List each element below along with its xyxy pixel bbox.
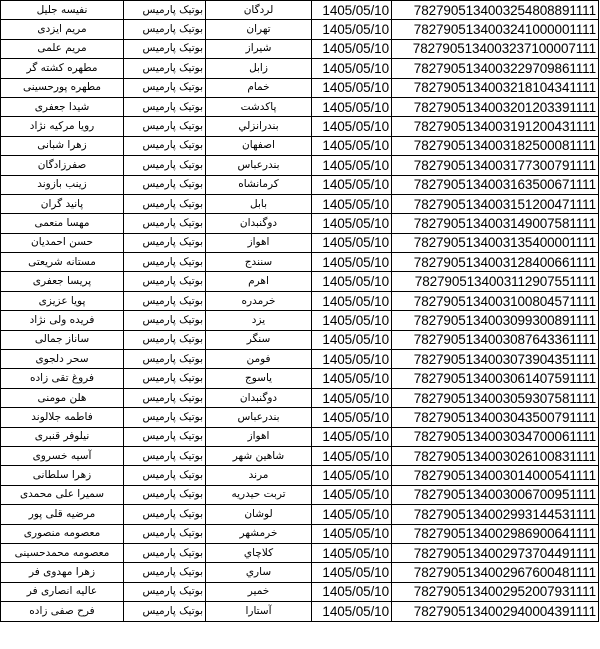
shop-cell: بوتیک پارمیس xyxy=(124,97,206,116)
table-row xyxy=(1,485,599,504)
shop-cell: بوتیک پارمیس xyxy=(124,136,206,155)
table-row xyxy=(1,175,599,194)
city-cell: اهواز xyxy=(206,233,312,252)
table-row xyxy=(1,78,599,97)
code-cell: 7827905134002986900641111 xyxy=(392,524,599,543)
name-cell: فاطمه جلالوند xyxy=(1,408,124,427)
city-cell: لوشان xyxy=(206,505,312,524)
shop-cell: بوتیک پارمیس xyxy=(124,427,206,446)
table-row xyxy=(1,369,599,388)
name-cell: پویا عزیزی xyxy=(1,291,124,310)
date-cell: 1405/05/10 xyxy=(312,39,392,58)
code-cell: 7827905134003218104341111 xyxy=(392,78,599,97)
shop-cell: بوتیک پارمیس xyxy=(124,78,206,97)
code-cell: 7827905134003241000001111 xyxy=(392,20,599,39)
name-cell: آسیه خسروی xyxy=(1,446,124,465)
name-cell: عالیه انصاری فر xyxy=(1,582,124,601)
code-cell: 7827905134002973704491111 xyxy=(392,543,599,562)
date-cell: 1405/05/10 xyxy=(312,59,392,78)
city-cell: آستارا xyxy=(206,602,312,621)
date-cell: 1405/05/10 xyxy=(312,233,392,252)
table-row xyxy=(1,97,599,116)
table-row xyxy=(1,156,599,175)
city-cell: اهرم xyxy=(206,272,312,291)
shop-cell: بوتیک پارمیس xyxy=(124,388,206,407)
shop-cell: بوتیک پارمیس xyxy=(124,369,206,388)
name-cell: نفیسه جلیل xyxy=(1,1,124,20)
shop-cell: بوتیک پارمیس xyxy=(124,175,206,194)
code-cell: 7827905134003087643361111 xyxy=(392,330,599,349)
date-cell: 1405/05/10 xyxy=(312,466,392,485)
shop-cell: بوتیک پارمیس xyxy=(124,20,206,39)
shop-cell: بوتیک پارمیس xyxy=(124,39,206,58)
table-row xyxy=(1,563,599,582)
table-row xyxy=(1,582,599,601)
shop-cell: بوتیک پارمیس xyxy=(124,543,206,562)
table-row xyxy=(1,543,599,562)
code-cell: 7827905134003100804571111 xyxy=(392,291,599,310)
city-cell: بابل xyxy=(206,194,312,213)
shop-cell: بوتیک پارمیس xyxy=(124,233,206,252)
shop-cell: بوتیک پارمیس xyxy=(124,156,206,175)
table-row xyxy=(1,272,599,291)
name-cell: سمیرا علی محمدی xyxy=(1,485,124,504)
date-cell: 1405/05/10 xyxy=(312,156,392,175)
date-cell: 1405/05/10 xyxy=(312,388,392,407)
shop-cell: بوتیک پارمیس xyxy=(124,59,206,78)
table-row xyxy=(1,311,599,330)
date-cell: 1405/05/10 xyxy=(312,175,392,194)
city-cell: شیراز xyxy=(206,39,312,58)
city-cell: دوگنبدان xyxy=(206,214,312,233)
code-cell: 7827905134003177300791111 xyxy=(392,156,599,175)
table-row xyxy=(1,350,599,369)
code-cell: 7827905134003201203391111 xyxy=(392,97,599,116)
code-cell: 7827905134003112907551111 xyxy=(392,272,599,291)
name-cell: معصومه محمدحسینی xyxy=(1,543,124,562)
shop-cell: بوتیک پارمیس xyxy=(124,602,206,621)
shop-cell: بوتیک پارمیس xyxy=(124,330,206,349)
date-cell: 1405/05/10 xyxy=(312,408,392,427)
code-cell: 7827905134003182500081111 xyxy=(392,136,599,155)
code-cell: 7827905134002993144531111 xyxy=(392,505,599,524)
city-cell: خرمدره xyxy=(206,291,312,310)
table-row xyxy=(1,330,599,349)
name-cell: مهسا منعمی xyxy=(1,214,124,233)
table-row xyxy=(1,446,599,465)
shop-cell: بوتیک پارمیس xyxy=(124,214,206,233)
code-cell: 7827905134003135400001111 xyxy=(392,233,599,252)
name-cell: فرح صفی زاده xyxy=(1,602,124,621)
table-row xyxy=(1,291,599,310)
name-cell: حسن احمدیان xyxy=(1,233,124,252)
date-cell: 1405/05/10 xyxy=(312,20,392,39)
city-cell: اهواز xyxy=(206,427,312,446)
date-cell: 1405/05/10 xyxy=(312,369,392,388)
date-cell: 1405/05/10 xyxy=(312,214,392,233)
city-cell: خمام xyxy=(206,78,312,97)
code-cell: 7827905134003237100007111 xyxy=(392,39,599,58)
code-cell: 7827905134003026100831111 xyxy=(392,446,599,465)
shop-cell: بوتیک پارمیس xyxy=(124,253,206,272)
code-cell: 7827905134003128400661111 xyxy=(392,253,599,272)
code-cell: 7827905134003163500671111 xyxy=(392,175,599,194)
shop-cell: بوتیک پارمیس xyxy=(124,272,206,291)
shop-cell: بوتیک پارمیس xyxy=(124,408,206,427)
city-cell: اصفهان xyxy=(206,136,312,155)
name-cell: زهرا شبانی xyxy=(1,136,124,155)
city-cell: بندرانزلي xyxy=(206,117,312,136)
table-row xyxy=(1,524,599,543)
shop-cell: بوتیک پارمیس xyxy=(124,291,206,310)
city-cell: مرند xyxy=(206,466,312,485)
name-cell: پانید گران xyxy=(1,194,124,213)
date-cell: 1405/05/10 xyxy=(312,97,392,116)
name-cell: مریم علمی xyxy=(1,39,124,58)
city-cell: سنگر xyxy=(206,330,312,349)
date-cell: 1405/05/10 xyxy=(312,272,392,291)
table-row xyxy=(1,466,599,485)
shop-cell: بوتیک پارمیس xyxy=(124,485,206,504)
code-cell: 7827905134003229709861111 xyxy=(392,59,599,78)
records-table-body xyxy=(1,1,599,622)
city-cell: خرمشهر xyxy=(206,524,312,543)
table-row xyxy=(1,117,599,136)
date-cell: 1405/05/10 xyxy=(312,78,392,97)
city-cell: بندرعباس xyxy=(206,408,312,427)
code-cell: 7827905134002952007931111 xyxy=(392,582,599,601)
city-cell: لردگان xyxy=(206,1,312,20)
table-row xyxy=(1,427,599,446)
name-cell: پریسا جعفری xyxy=(1,272,124,291)
code-cell: 7827905134003191200431111 xyxy=(392,117,599,136)
name-cell: شیدا جعفری xyxy=(1,97,124,116)
date-cell: 1405/05/10 xyxy=(312,563,392,582)
shop-cell: بوتیک پارمیس xyxy=(124,117,206,136)
table-row xyxy=(1,39,599,58)
table-row xyxy=(1,388,599,407)
city-cell: فومن xyxy=(206,350,312,369)
code-cell: 7827905134003151200471111 xyxy=(392,194,599,213)
name-cell: مریم ایزدی xyxy=(1,20,124,39)
code-cell: 7827905134003006700951111 xyxy=(392,485,599,504)
name-cell: مستانه شریعتی xyxy=(1,253,124,272)
city-cell: سنندج xyxy=(206,253,312,272)
date-cell: 1405/05/10 xyxy=(312,136,392,155)
date-cell: 1405/05/10 xyxy=(312,543,392,562)
name-cell: صفرزادگان xyxy=(1,156,124,175)
city-cell: شاهین شهر xyxy=(206,446,312,465)
date-cell: 1405/05/10 xyxy=(312,485,392,504)
date-cell: 1405/05/10 xyxy=(312,1,392,20)
city-cell: ساري xyxy=(206,563,312,582)
table-row xyxy=(1,505,599,524)
code-cell: 7827905134002940004391111 xyxy=(392,602,599,621)
city-cell: خمیر xyxy=(206,582,312,601)
table-row xyxy=(1,602,599,621)
name-cell: سحر دلجوی xyxy=(1,350,124,369)
table-row xyxy=(1,136,599,155)
table-row xyxy=(1,59,599,78)
code-cell: 7827905134003254808891111 xyxy=(392,1,599,20)
date-cell: 1405/05/10 xyxy=(312,291,392,310)
date-cell: 1405/05/10 xyxy=(312,194,392,213)
code-cell: 7827905134003014000541111 xyxy=(392,466,599,485)
shop-cell: بوتیک پارمیس xyxy=(124,524,206,543)
name-cell: هلن مومنی xyxy=(1,388,124,407)
table-row xyxy=(1,1,599,20)
name-cell: رویا مرکیه نژاد xyxy=(1,117,124,136)
date-cell: 1405/05/10 xyxy=(312,582,392,601)
table-row xyxy=(1,194,599,213)
city-cell: کرمانشاه xyxy=(206,175,312,194)
table-row xyxy=(1,253,599,272)
date-cell: 1405/05/10 xyxy=(312,524,392,543)
city-cell: تهران xyxy=(206,20,312,39)
code-cell: 7827905134003061407591111 xyxy=(392,369,599,388)
code-cell: 7827905134002967600481111 xyxy=(392,563,599,582)
shop-cell: بوتیک پارمیس xyxy=(124,446,206,465)
code-cell: 7827905134003073904351111 xyxy=(392,350,599,369)
code-cell: 7827905134003099300891111 xyxy=(392,311,599,330)
shop-cell: بوتیک پارمیس xyxy=(124,466,206,485)
name-cell: فروغ تقی زاده xyxy=(1,369,124,388)
date-cell: 1405/05/10 xyxy=(312,330,392,349)
name-cell: زینب بازوند xyxy=(1,175,124,194)
city-cell: تربت حیدریه xyxy=(206,485,312,504)
name-cell: فریده ولی نژاد xyxy=(1,311,124,330)
code-cell: 7827905134003149007581111 xyxy=(392,214,599,233)
name-cell: مطهره کشته گر xyxy=(1,59,124,78)
name-cell: زهرا مهدوی فر xyxy=(1,563,124,582)
shop-cell: بوتیک پارمیس xyxy=(124,311,206,330)
date-cell: 1405/05/10 xyxy=(312,117,392,136)
name-cell: ساناز جمالی xyxy=(1,330,124,349)
city-cell: پاکدشت xyxy=(206,97,312,116)
shop-cell: بوتیک پارمیس xyxy=(124,582,206,601)
date-cell: 1405/05/10 xyxy=(312,427,392,446)
code-cell: 7827905134003059307581111 xyxy=(392,388,599,407)
code-cell: 7827905134003034700061111 xyxy=(392,427,599,446)
city-cell: یاسوج xyxy=(206,369,312,388)
date-cell: 1405/05/10 xyxy=(312,311,392,330)
table-row xyxy=(1,408,599,427)
shop-cell: بوتیک پارمیس xyxy=(124,350,206,369)
date-cell: 1405/05/10 xyxy=(312,446,392,465)
table-row xyxy=(1,214,599,233)
city-cell: زابل xyxy=(206,59,312,78)
city-cell: بندرعباس xyxy=(206,156,312,175)
table-row xyxy=(1,20,599,39)
date-cell: 1405/05/10 xyxy=(312,505,392,524)
shop-cell: بوتیک پارمیس xyxy=(124,563,206,582)
name-cell: نیلوفر قنبری xyxy=(1,427,124,446)
code-cell: 7827905134003043500791111 xyxy=(392,408,599,427)
shop-cell: بوتیک پارمیس xyxy=(124,194,206,213)
city-cell: کلاچاي xyxy=(206,543,312,562)
shop-cell: بوتیک پارمیس xyxy=(124,1,206,20)
name-cell: معصومه منصوری xyxy=(1,524,124,543)
city-cell: یزد xyxy=(206,311,312,330)
name-cell: زهرا سلطانی xyxy=(1,466,124,485)
date-cell: 1405/05/10 xyxy=(312,602,392,621)
city-cell: دوگنبدان xyxy=(206,388,312,407)
table-row xyxy=(1,233,599,252)
name-cell: مطهره پورحسینی xyxy=(1,78,124,97)
shop-cell: بوتیک پارمیس xyxy=(124,505,206,524)
date-cell: 1405/05/10 xyxy=(312,253,392,272)
date-cell: 1405/05/10 xyxy=(312,350,392,369)
name-cell: مرضیه قلی پور xyxy=(1,505,124,524)
